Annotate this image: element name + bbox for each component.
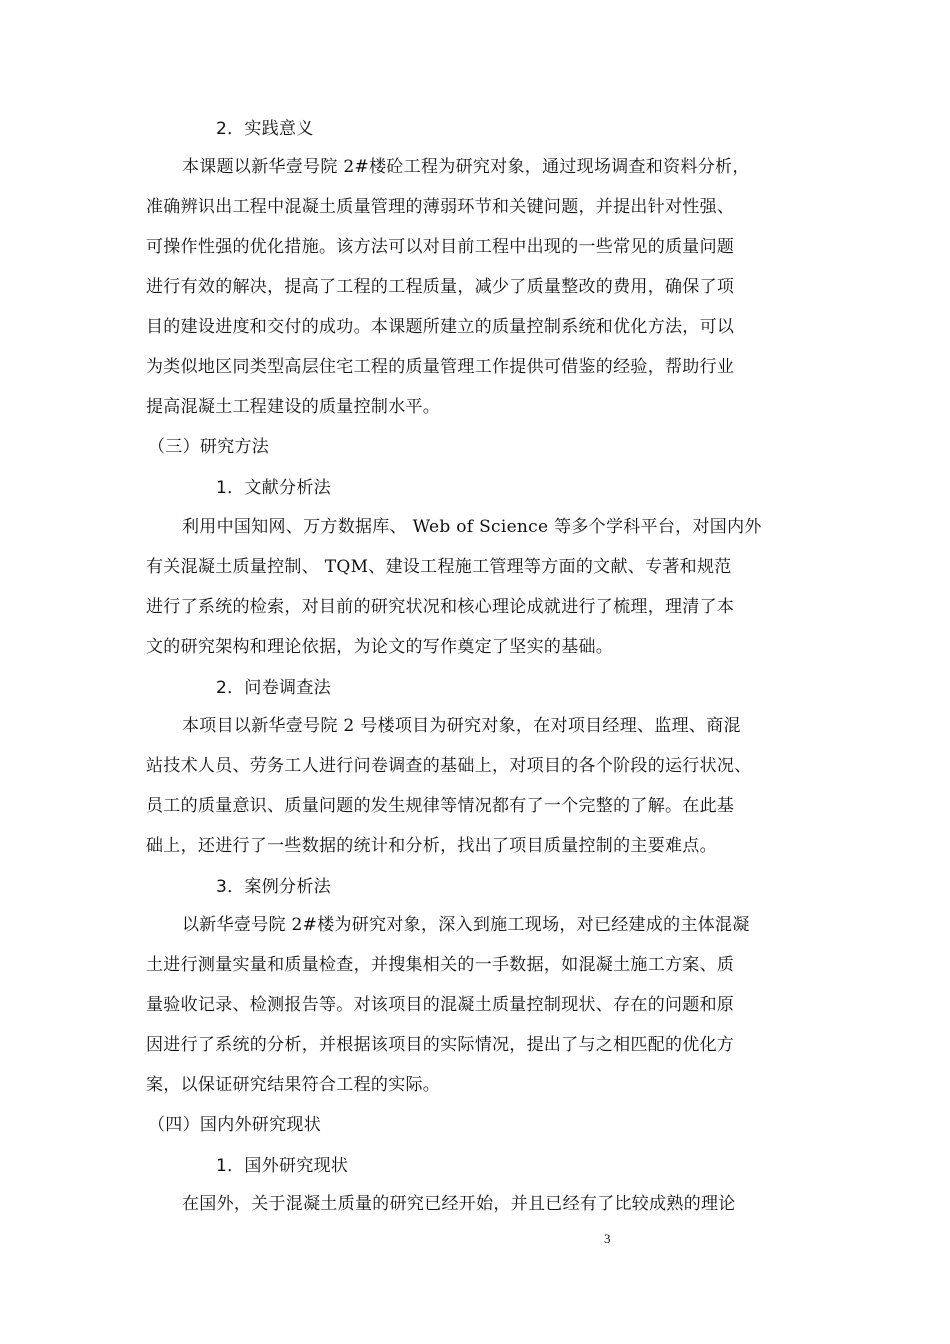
paragraph-line: 因进行了系统的分析，并根据该项目的实际情况，提出了与之相匹配的优化方 [146,1035,735,1055]
paragraph-line: 进行了系统的检索，对目前的研究状况和核心理论成就进行了梳理，理清了本 [146,597,735,617]
paragraph-line: 利用中国知网、万方数据库、 Web of Science 等多个学科平台，对国内外 [182,517,762,537]
paragraph-line: 提高混凝土工程建设的质量控制水平。 [146,397,441,417]
page-number: 3 [604,1231,611,1246]
paragraph-line: 本课题以新华壹号院 2#楼砼工程为研究对象，通过现场调查和资料分析， [182,157,750,177]
paragraph-line: 文的研究架构和理论依据，为论文的写作奠定了坚实的基础。 [146,637,614,657]
paragraph-line: 土进行测量实量和质量检查，并搜集相关的一手数据，如混凝土施工方案、质 [146,955,735,975]
paragraph-line: 量验收记录、检测报告等。对该项目的混凝土质量控制现状、存在的问题和原 [146,995,735,1015]
heading-foreign-research: 1．国外研究现状 [216,1156,349,1176]
heading-literature-analysis: 1．文献分析法 [216,478,331,498]
paragraph-line: 础上，还进行了一些数据的统计和分析，找出了项目质量控制的主要难点。 [146,836,717,856]
heading-case-analysis: 3．案例分析法 [216,877,331,897]
heading-practical-significance: 2．实践意义 [216,119,314,139]
heading-research-status: （四）国内外研究现状 [148,1115,321,1135]
paragraph-line: 可操作性强的优化措施。该方法可以对目前工程中出现的一些常见的质量问题 [146,237,735,257]
paragraph-line: 以新华壹号院 2#楼为研究对象，深入到施工现场，对已经建成的主体混凝 [182,915,750,935]
paragraph-line: 进行有效的解决，提高了工程的工程质量，减少了质量整改的费用，确保了项 [146,277,735,297]
paragraph-line: 目的建设进度和交付的成功。本课题所建立的质量控制系统和优化方法，可以 [146,317,735,337]
heading-questionnaire-survey: 2．问卷调查法 [216,678,331,698]
paragraph-line: 站技术人员、劳务工人进行问卷调查的基础上，对项目的各个阶段的运行状况、 [146,756,752,776]
paragraph-line: 案，以保证研究结果符合工程的实际。 [146,1075,441,1095]
paragraph-line: 在国外，关于混凝土质量的研究已经开始，并且已经有了比较成熟的理论 [182,1194,736,1214]
paragraph-line: 有关混凝土质量控制、 TQM、建设工程施工管理等方面的文献、专著和规范 [146,557,732,577]
paragraph-line: 为类似地区同类型高层住宅工程的质量管理工作提供可借鉴的经验，帮助行业 [146,357,735,377]
paragraph-line: 员工的质量意识、质量问题的发生规律等情况都有了一个完整的了解。在此基 [146,796,735,816]
heading-research-methods: （三）研究方法 [148,437,270,457]
paragraph-line: 准确辨识出工程中混凝土质量管理的薄弱环节和关键问题，并提出针对性强、 [146,197,735,217]
paragraph-line: 本项目以新华壹号院 2 号楼项目为研究对象，在对项目经理、监理、商混 [182,716,741,736]
